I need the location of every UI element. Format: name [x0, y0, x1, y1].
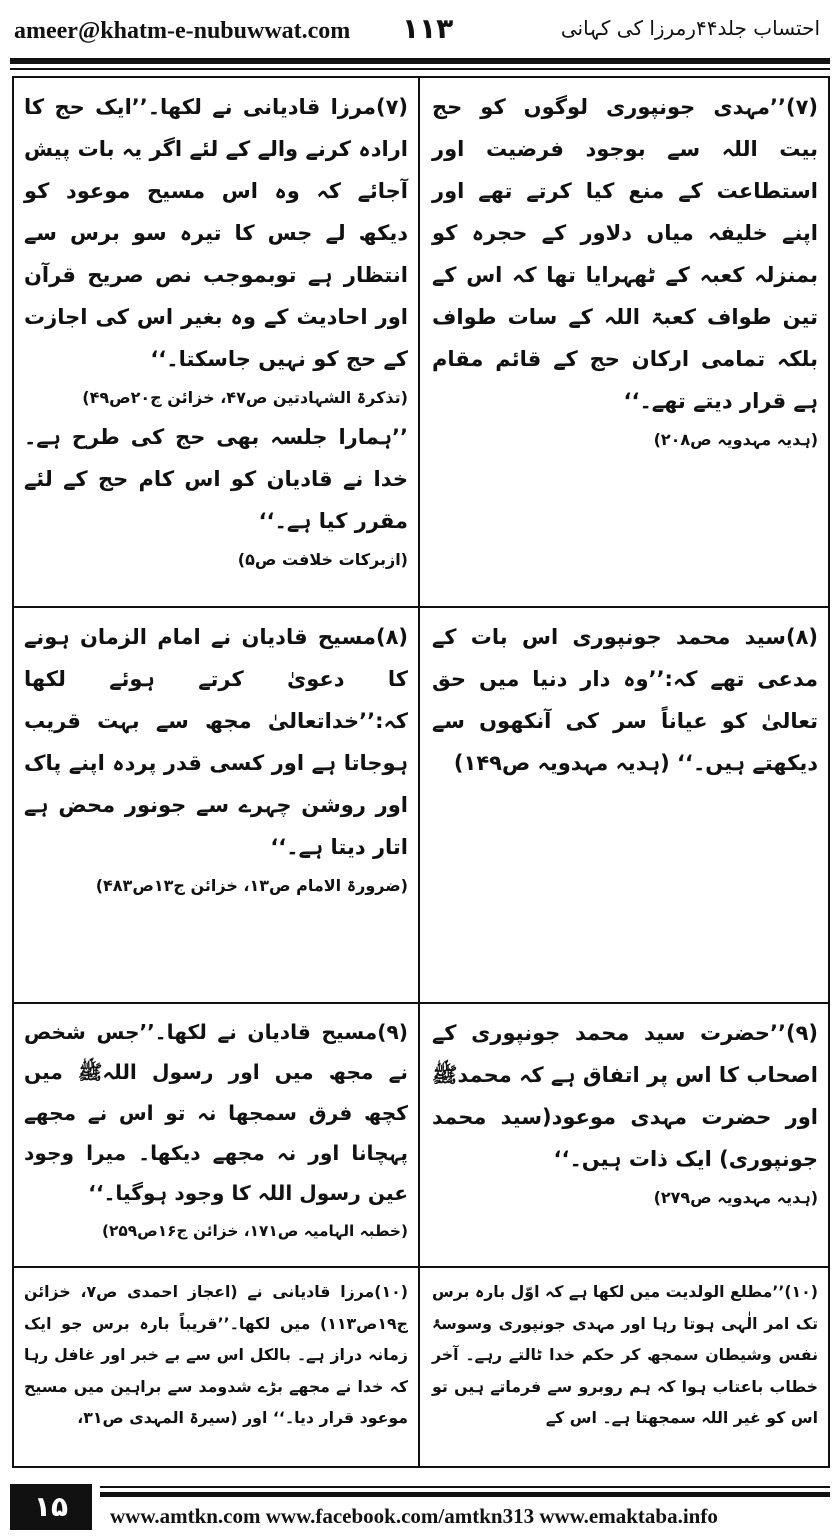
header-page-number: ۱۱۳ — [402, 12, 454, 45]
paragraph: (۸)سید محمد جونپوری اس بات کے مدعی تھے کہ:’’وہ دار دنیا میں حق تعالیٰ کو عیاناً سر کی آنکھوں سے دیکھتے ہیں۔‘‘ (ہدیہ مہدویہ ص۱۴۹) — [432, 625, 818, 775]
right-column-cell — [422, 608, 828, 1002]
footer-rule-thin — [100, 1486, 830, 1488]
paragraph: (۱۰)مرزا قادیانی نے (اعجاز احمدی ص۷، خزائن ج۱۹ص۱۱۳) میں لکھا۔’’قریباً بارہ برس جو ایک زمانہ دراز ہے۔ بالکل اس سے بے خبر اور غافل رہا کہ خدا نے مجھے بڑے شدومد سے براہین میں مسیح موعود قرار دیا۔‘‘ اور (سیرۃ المہدی ص۳۱، — [24, 1282, 408, 1428]
right-column-cell — [422, 1004, 828, 1266]
table-row — [14, 1004, 828, 1268]
paragraph: (۹)مسیح قادیان نے لکھا۔’’جس شخص نے مجھ میں اور رسول اللہﷺ میں کچھ فرق سمجھا نہ تو اس نے مجھے پہچانا اور نہ مجھے دیکھا۔ میرا وجود عین رسول اللہ کا وجود ہوگیا۔‘‘ — [24, 1020, 408, 1206]
table-row — [14, 1268, 828, 1466]
paragraph: (۷)مرزا قادیانی نے لکھا۔’’ایک حج کا ارادہ کرنے والے کے لئے اگر یہ بات پیش آجائے کہ وہ اس مسیح موعود کو دیکھ لے جس کا تیرہ سو برس سے انتظار ہے توبموجب نص صریح قرآن اور احادیث کے وہ بغیر اس کی اجازت کے حج کو نہیں جاسکتا۔‘‘ — [24, 95, 408, 371]
left-column-cell — [14, 78, 420, 606]
header-title: احتساب جلد۴۴رمرزا کی کہانی — [560, 16, 820, 40]
header-rule-thick — [10, 58, 830, 64]
reference: (ہدیہ مہدویہ ص۲۰۸) — [653, 430, 818, 449]
header-rule-thin — [10, 68, 830, 70]
page-header — [10, 8, 830, 56]
paragraph: ’’ہمارا جلسہ بھی حج کی طرح ہے۔ خدا نے قادیان کو اس کام حج کے لئے مقرر کیا ہے۔‘‘ — [24, 425, 408, 533]
footer-page-number: ۱۵ — [10, 1484, 92, 1530]
paragraph: (۱۰)’’مطلع الولدیت میں لکھا ہے کہ اوّل بارہ برس تک امر الٰہی ہوتا رہا اور مہدی جونپوری وسوسۂ نفس وشیطان سمجھ کر حکم خدا ٹالتے رہے۔ آخر خطاب باعتاب ہوا کہ ہم روبرو سے فرماتے ہیں تو اس کو غیر اللہ سمجھتا ہے۔ اس کے — [432, 1282, 818, 1428]
right-column-cell — [422, 78, 828, 606]
reference: (تذکرۃ الشہادتین ص۴۷، خزائن ج۲۰ص۴۹) — [82, 388, 408, 407]
reference: (خطبہ الہامیہ ص۱۷۱، خزائن ج۱۶ص۲۵۹) — [101, 1221, 408, 1240]
table-row — [14, 78, 828, 608]
table-row — [14, 608, 828, 1004]
left-column-cell — [14, 608, 420, 1002]
header-email: ameer@khatm-e-nubuwwat.com — [14, 18, 351, 44]
reference: (ضرورۃ الامام ص۱۳، خزائن ج۱۳ص۴۸۳) — [95, 876, 408, 895]
paragraph: (۷)’’مہدی جونپوری لوگوں کو حج بیت اللہ سے بوجود فرضیت اور استطاعت کے منع کیا کرتے تھے اور اپنے خلیفہ میاں دلاور کے حجرہ کو بمنزلہ کعبہ کے ٹھہرایا تھا کہ اس کے تین طواف کعبۃ اللہ کے سات طواف بلکہ تمامی ارکان حج کے قائم مقام ہے قرار دیتے تھے۔‘‘ — [432, 95, 818, 413]
paragraph: (۸)مسیح قادیان نے امام الزمان ہونے کا دعویٰ کرتے ہوئے لکھا کہ:’’خداتعالیٰ مجھ سے بہت قریب ہوجاتا ہے اور کسی قدر پردہ اپنے پاک اور روشن چہرے سے جونور محض ہے اتار دیتا ہے۔‘‘ — [24, 625, 408, 859]
right-column-cell — [422, 1268, 828, 1466]
footer-links: www.amtkn.com www.facebook.com/amtkn313 www.emaktaba.info — [110, 1504, 718, 1528]
content-table — [12, 76, 830, 1468]
left-column-cell — [14, 1268, 420, 1466]
paragraph: (۹)’’حضرت سید محمد جونپوری کے اصحاب کا اس پر اتفاق ہے کہ محمدﷺ اور حضرت مہدی موعود(سید محمد جونپوری) ایک ذات ہیں۔‘‘ — [432, 1021, 818, 1171]
footer-rule-thick — [100, 1492, 830, 1497]
reference: (ہدیہ مہدویہ ص۲۷۹) — [653, 1188, 818, 1207]
reference: (ازبرکات خلافت ص۵) — [237, 550, 408, 569]
left-column-cell — [14, 1004, 420, 1266]
